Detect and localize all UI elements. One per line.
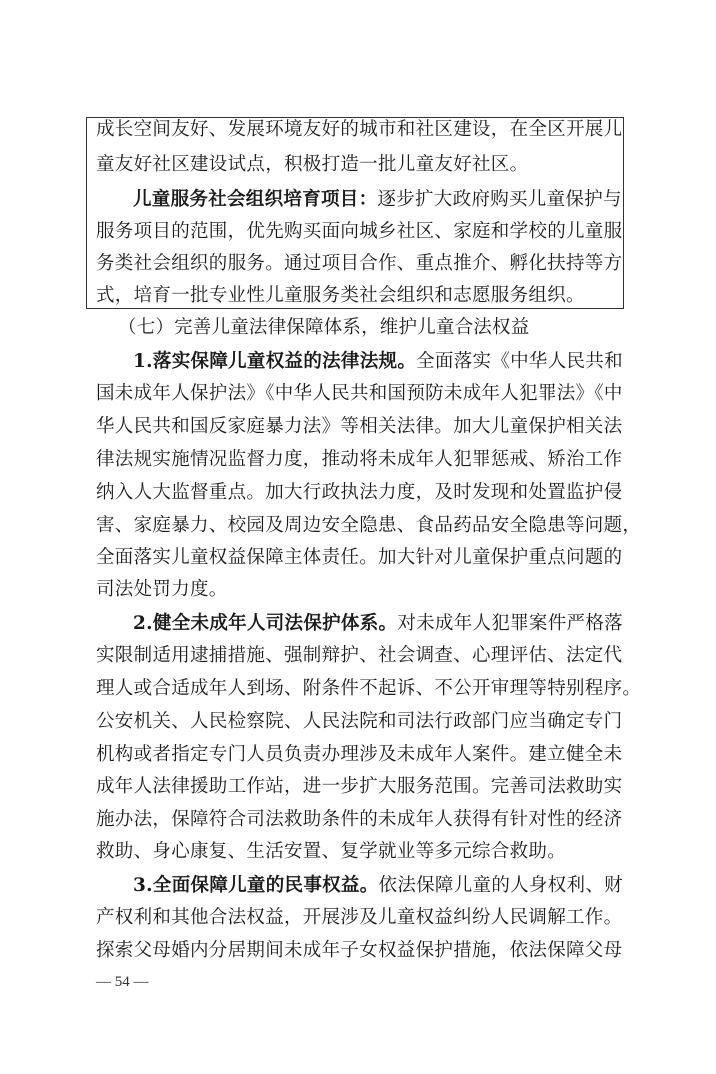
item1-line-5: 纳入人大监督重点。加大行政执法力度，及时发现和处置监护侵 [96, 482, 623, 503]
item1-line-6: 害、家庭暴力、校园及周边安全隐患、食品药品安全隐患等问题， [96, 515, 642, 536]
item1-line-1-text: 全面落实《中华人民共和 [416, 351, 623, 372]
item1-line-1 [133, 347, 623, 377]
item2-line-1-text: 对未成年人犯罪案件严格落 [397, 613, 623, 634]
item1-line-8: 司法处罚力度。 [96, 579, 228, 600]
box-line-1: 成长空间友好、发展环境友好的城市和社区建设，在全区开展儿 [96, 119, 623, 140]
item2-line-6: 成年人法律援助工作站，进一步扩大服务范围。完善司法救助实 [96, 776, 623, 797]
item1-line-2: 国未成年人保护法》《中华人民共和国预防未成年人犯罪法》《中 [96, 383, 623, 404]
item1-heading: 1.落实保障儿童权益的法律法规。 [133, 351, 417, 372]
item1-line-3: 华人民共和国反家庭暴力法》等相关法律。加大儿童保护相关法 [96, 416, 623, 437]
item2-line-1 [133, 609, 623, 639]
box-project-heading: 儿童服务社会组织培育项目： [133, 189, 378, 210]
section-title: （七）完善儿童法律保障体系，维护儿童合法权益 [118, 317, 530, 338]
item1-line-7: 全面落实儿童权益保障主体责任。加大针对儿童保护重点问题的 [96, 547, 623, 568]
item2-line-8: 救助、身心康复、生活安置、复学就业等多元综合救助。 [96, 841, 567, 862]
item2-line-7: 施办法，保障符合司法救助条件的未成年人获得有针对性的经济 [96, 809, 623, 830]
item1-line-4: 律法规实施情况监督力度，推动将未成年人犯罪惩戒、矫治工作 [96, 449, 623, 470]
item2-line-2: 实限制适用逮捕措施、强制辩护、社会调查、心理评估、法定代 [96, 645, 623, 666]
box-line-5: 务类社会组织的服务。通过项目合作、重点推介、孵化扶持等方 [96, 253, 623, 274]
box-line-2: 童友好社区建设试点，积极打造一批儿童友好社区。 [96, 154, 529, 175]
item2-heading: 2.健全未成年人司法保护体系。 [133, 613, 398, 634]
item3-line-1 [133, 871, 623, 901]
box-line-3-text: 逐步扩大政府购买儿童保护与 [377, 189, 622, 210]
box-line-6: 式，培育一批专业性儿童服务类社会组织和志愿服务组织。 [96, 285, 585, 306]
item2-line-4: 公安机关、人民检察院、人民法院和司法行政部门应当确定专门 [96, 711, 623, 732]
item3-heading: 3.全面保障儿童的民事权益。 [133, 875, 379, 896]
item2-line-5: 机构或者指定专门人员负责办理涉及未成年人案件。建立健全未 [96, 744, 623, 765]
item3-line-3: 探索父母婚内分居期间未成年子女权益保护措施，依法保障父母 [96, 940, 623, 961]
item3-line-2: 产权利和其他合法权益，开展涉及儿童权益纠纷人民调解工作。 [96, 907, 623, 928]
item2-line-3: 理人或合适成年人到场、附条件不起诉、不公开审理等特别程序。 [96, 678, 642, 699]
item3-line-1-text: 依法保障儿童的人身权利、财 [378, 875, 623, 896]
box-line-3 [133, 185, 620, 215]
box-line-4: 服务项目的范围，优先购买面向城乡社区、家庭和学校的儿童服 [96, 221, 623, 242]
page-number: — 54 — [96, 974, 149, 990]
